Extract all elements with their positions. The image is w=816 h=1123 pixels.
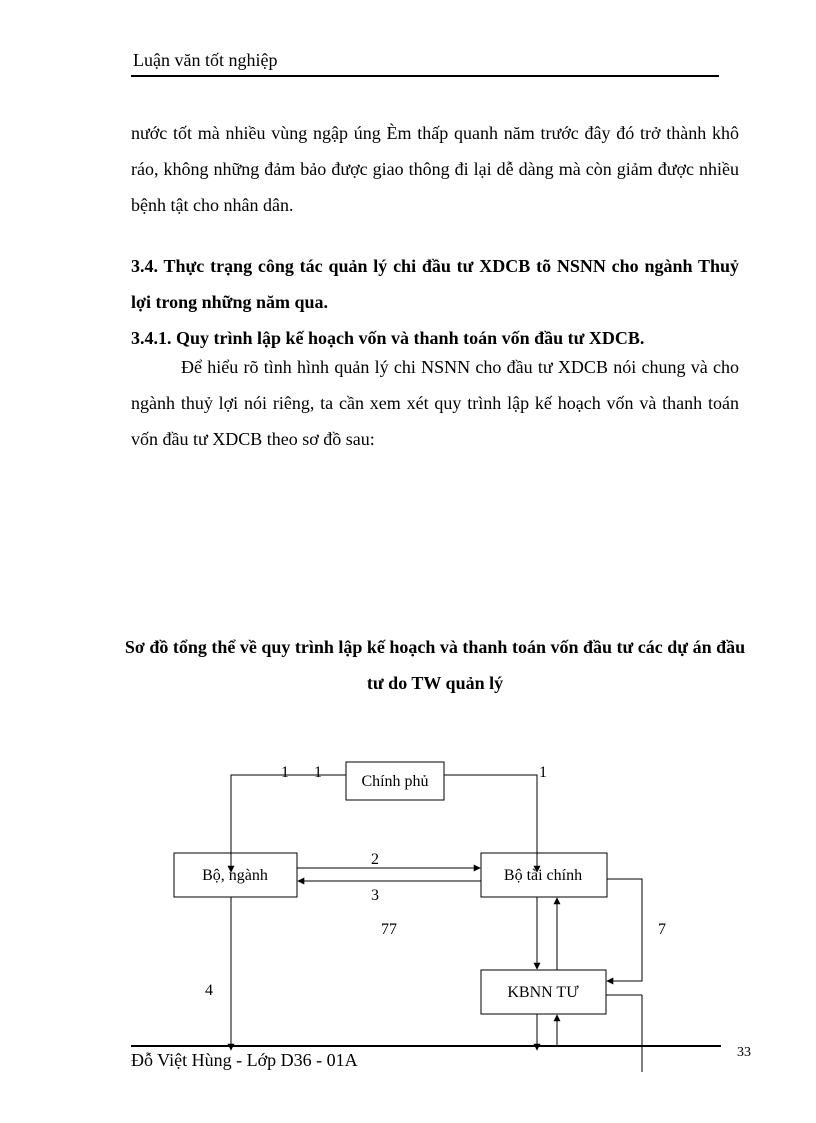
edge-label-3: 3 xyxy=(371,887,379,904)
diagram-title: Sơ đồ tổng thể về quy trình lập kế hoạch và thanh toán vốn đầu tư các dự án đầu tư do TW quản lý xyxy=(124,637,746,693)
paragraph-2: Để hiểu rõ tình hình quản lý chi NSNN cho đầu tư XDCB nói chung và cho ngành thuỷ lợi nói riêng, ta cần xem xét quy trình lập kế hoạch vốn và thanh toán vốn đầu tư XDCB theo sơ đồ sau: xyxy=(131,357,739,449)
footer-author: Đỗ Việt Hùng - Lớp D36 - 01A xyxy=(131,1050,358,1070)
section-heading-3-4-1: 3.4.1. Quy trình lập kế hoạch vốn và thanh toán vốn đầu tư XDCB. xyxy=(131,328,645,348)
footer-rule xyxy=(131,1045,721,1047)
node-chinh-phu-label: Chính phủ xyxy=(361,773,429,790)
edge-label-1b: 1 xyxy=(314,764,322,781)
section-heading-3-4: 3.4. Thực trạng công tác quản lý chi đầu tư XDCB tõ NSNN cho ngành Thuỷ lợi trong những năm qua. xyxy=(131,256,739,312)
edge-label-77: 77 xyxy=(381,921,397,938)
edge-label-1a: 1 xyxy=(281,764,289,781)
edge-label-7: 7 xyxy=(658,921,666,938)
edge-label-2: 2 xyxy=(371,851,379,868)
node-kbnn-tu-label: KBNN TƯ xyxy=(507,984,579,1001)
edge-label-1c: 1 xyxy=(539,764,547,781)
edge-botaichinh-kbnn-right xyxy=(607,879,642,981)
node-bo-tai-chinh-label: Bộ tài chính xyxy=(503,867,583,884)
page-number: 33 xyxy=(737,1045,751,1060)
running-header: Luận văn tốt nghiệp xyxy=(133,50,278,70)
edge-label-4: 4 xyxy=(205,982,213,999)
node-bo-nganh-label: Bộ, ngành xyxy=(202,867,268,884)
paragraph-1: nước tốt mà nhiều vùng ngập úng Èm thấp quanh năm trước đây đó trở thành khô ráo, không những đảm bảo được giao thông đi lại dễ dàng mà còn giảm được nhiều bệnh tật cho nhân dân. xyxy=(131,123,739,215)
